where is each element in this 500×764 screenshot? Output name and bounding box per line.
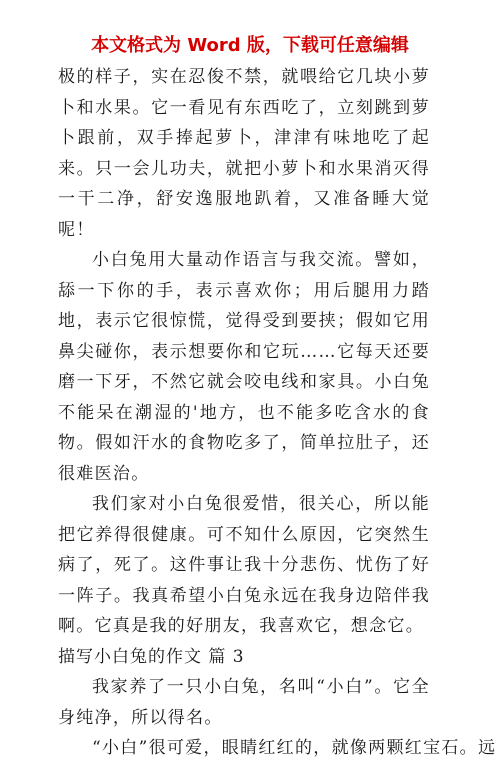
paragraph-intro: 我家养了一只小白兔，名叫“小白”。它全身纯净，所以得名。 xyxy=(58,677,430,728)
paragraph-rabbit-care: 我们家对小白兔很爱惜，很关心，所以能把它养得很健康。可不知什么原因，它突然生病了，死了。这件事让我十分悲伤、忧伤了好一阵子。我真希望小白兔永远在我身边陪伴我啊。它真是我的好朋友，我喜欢它，想念它。 xyxy=(58,494,430,636)
section-heading: 描写小白兔的作文 篇 3 xyxy=(58,646,245,667)
download-banner: 本文格式为 Word 版，下载可任意编辑 xyxy=(91,35,409,56)
paragraph-description: “小白”很可爱，眼睛红红的，就像两颗红宝石。远 xyxy=(92,738,497,758)
document-body xyxy=(58,62,497,764)
paragraph-body-language: 小白兔用大量动作语言与我交流。譬如，舔一下你的手，表示喜欢你；用后腿用力踏地，表示它很惊慌，觉得受到要挟；假如它用鼻尖碰你，表示想要你和它玩……它每天还要磨一下牙，不然它就会咬电线和家具。小白兔不能呆在潮湿的'地方，也不能多吃含水的食物。假如汗水的食物吃多了，简单拉肚子，还很难医治。 xyxy=(58,250,430,484)
paragraph-continued: 极的样子，实在忍俊不禁，就喂给它几块小萝卜和水果。它一看见有东西吃了，立刻跳到萝卜跟前，双手捧起萝卜，津津有味地吃了起来。只一会儿功夫，就把小萝卜和水果消灭得一干二净，舒安逸服地趴着，又准备睡大觉呢！ xyxy=(58,67,430,240)
